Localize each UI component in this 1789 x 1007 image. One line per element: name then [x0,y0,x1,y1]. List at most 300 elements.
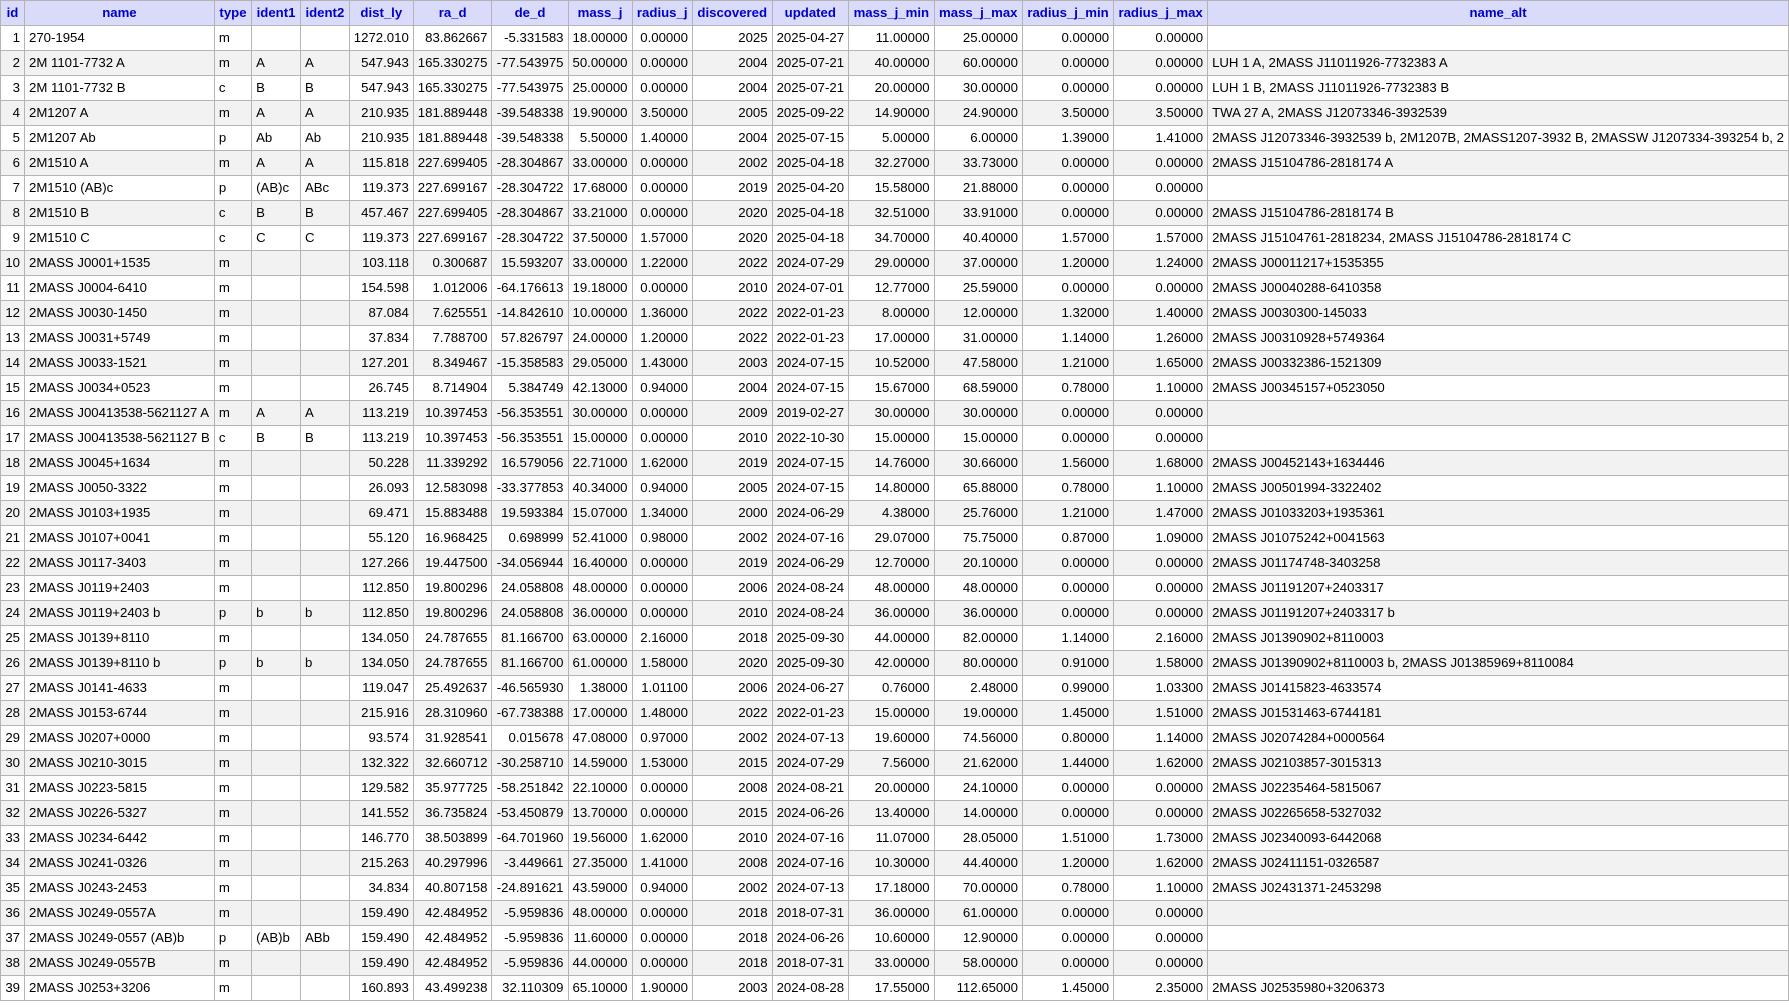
cell-type[interactable]: c [214,226,251,251]
cell-ra-d[interactable]: 227.699405 [413,201,492,226]
cell-dist-ly[interactable]: 160.893 [349,976,413,1001]
cell-radius-j-min[interactable]: 0.00000 [1022,901,1113,926]
cell-type[interactable]: p [214,926,251,951]
cell-ident2[interactable] [300,851,349,876]
cell-de-d[interactable]: -39.548338 [492,126,568,151]
cell-radius-j[interactable]: 1.58000 [632,651,692,676]
cell-dist-ly[interactable]: 119.047 [349,676,413,701]
cell-id[interactable]: 19 [1,476,25,501]
cell-ident1[interactable] [252,851,301,876]
cell-mass-j[interactable]: 19.90000 [568,101,632,126]
cell-ident1[interactable] [252,801,301,826]
cell-ident1[interactable]: b [252,601,301,626]
cell-ra-d[interactable]: 1.012006 [413,276,492,301]
cell-radius-j[interactable]: 1.36000 [632,301,692,326]
cell-name[interactable]: 2MASS J0034+0523 [24,376,214,401]
column-header-radius-j[interactable]: radius_j [632,1,692,26]
cell-ident1[interactable]: B [252,76,301,101]
table-row[interactable] [1,76,1789,101]
cell-ra-d[interactable]: 8.714904 [413,376,492,401]
cell-ident2[interactable]: B [300,426,349,451]
cell-discovered[interactable]: 2020 [692,651,772,676]
cell-radius-j-max[interactable]: 0.00000 [1114,776,1208,801]
cell-mass-j-min[interactable]: 30.00000 [849,401,935,426]
cell-mass-j[interactable]: 48.00000 [568,576,632,601]
cell-type[interactable]: m [214,526,251,551]
cell-radius-j[interactable]: 3.50000 [632,101,692,126]
column-header-de-d[interactable]: de_d [492,1,568,26]
cell-dist-ly[interactable]: 26.745 [349,376,413,401]
cell-name-alt[interactable]: 2MASS J00345157+0523050 [1208,376,1789,401]
cell-id[interactable]: 35 [1,876,25,901]
cell-ra-d[interactable]: 7.625551 [413,301,492,326]
cell-name-alt[interactable]: TWA 27 A, 2MASS J12073346-3932539 [1208,101,1789,126]
cell-mass-j[interactable]: 15.07000 [568,501,632,526]
cell-dist-ly[interactable]: 50.228 [349,451,413,476]
cell-mass-j[interactable]: 17.00000 [568,701,632,726]
cell-type[interactable]: m [214,326,251,351]
cell-mass-j-min[interactable]: 5.00000 [849,126,935,151]
cell-de-d[interactable]: 0.698999 [492,526,568,551]
cell-radius-j-min[interactable]: 0.00000 [1022,51,1113,76]
cell-name-alt[interactable] [1208,951,1789,976]
cell-type[interactable]: m [214,301,251,326]
cell-mass-j-max[interactable]: 20.10000 [934,551,1022,576]
cell-mass-j[interactable]: 22.10000 [568,776,632,801]
column-header-mass-j-min[interactable]: mass_j_min [849,1,935,26]
cell-id[interactable]: 17 [1,426,25,451]
cell-mass-j[interactable]: 43.59000 [568,876,632,901]
cell-mass-j[interactable]: 17.68000 [568,176,632,201]
cell-mass-j-min[interactable]: 32.27000 [849,151,935,176]
cell-radius-j[interactable]: 0.00000 [632,151,692,176]
cell-discovered[interactable]: 2004 [692,76,772,101]
cell-ra-d[interactable]: 35.977725 [413,776,492,801]
cell-dist-ly[interactable]: 115.818 [349,151,413,176]
cell-radius-j-min[interactable]: 0.78000 [1022,476,1113,501]
cell-mass-j-min[interactable]: 17.55000 [849,976,935,1001]
cell-discovered[interactable]: 2002 [692,726,772,751]
cell-ident1[interactable] [252,351,301,376]
cell-updated[interactable]: 2022-01-23 [772,701,848,726]
cell-dist-ly[interactable]: 210.935 [349,101,413,126]
cell-ident2[interactable] [300,626,349,651]
cell-name[interactable]: 2MASS J0207+0000 [24,726,214,751]
cell-discovered[interactable]: 2018 [692,926,772,951]
cell-ident2[interactable] [300,251,349,276]
cell-type[interactable]: c [214,426,251,451]
cell-mass-j[interactable]: 14.59000 [568,751,632,776]
cell-id[interactable]: 25 [1,626,25,651]
cell-mass-j-min[interactable]: 4.38000 [849,501,935,526]
cell-updated[interactable]: 2025-04-18 [772,226,848,251]
cell-radius-j-min[interactable]: 0.91000 [1022,651,1113,676]
cell-id[interactable]: 37 [1,926,25,951]
cell-mass-j[interactable]: 19.18000 [568,276,632,301]
column-header-ra-d[interactable]: ra_d [413,1,492,26]
cell-ra-d[interactable]: 227.699167 [413,226,492,251]
table-row[interactable] [1,701,1789,726]
cell-name-alt[interactable]: 2MASS J02265658-5327032 [1208,801,1789,826]
cell-mass-j-max[interactable]: 24.10000 [934,776,1022,801]
cell-radius-j-min[interactable]: 0.00000 [1022,426,1113,451]
table-row[interactable] [1,826,1789,851]
cell-radius-j[interactable]: 1.43000 [632,351,692,376]
cell-mass-j[interactable]: 61.00000 [568,651,632,676]
cell-discovered[interactable]: 2020 [692,226,772,251]
column-header-ident1[interactable]: ident1 [252,1,301,26]
cell-updated[interactable]: 2024-07-15 [772,351,848,376]
cell-mass-j[interactable]: 13.70000 [568,801,632,826]
table-row[interactable] [1,51,1789,76]
cell-discovered[interactable]: 2005 [692,101,772,126]
cell-mass-j[interactable]: 10.00000 [568,301,632,326]
cell-ident2[interactable] [300,26,349,51]
cell-id[interactable]: 5 [1,126,25,151]
cell-mass-j[interactable]: 16.40000 [568,551,632,576]
cell-mass-j-max[interactable]: 44.40000 [934,851,1022,876]
cell-mass-j-min[interactable]: 10.60000 [849,926,935,951]
cell-radius-j[interactable]: 0.00000 [632,576,692,601]
cell-ra-d[interactable]: 19.800296 [413,601,492,626]
cell-updated[interactable]: 2024-07-16 [772,526,848,551]
cell-id[interactable]: 23 [1,576,25,601]
cell-mass-j-max[interactable]: 48.00000 [934,576,1022,601]
cell-radius-j-max[interactable]: 1.14000 [1114,726,1208,751]
cell-id[interactable]: 15 [1,376,25,401]
cell-name[interactable]: 2MASS J0001+1535 [24,251,214,276]
table-row[interactable] [1,251,1789,276]
cell-mass-j-min[interactable]: 32.51000 [849,201,935,226]
cell-id[interactable]: 3 [1,76,25,101]
cell-ra-d[interactable]: 38.503899 [413,826,492,851]
cell-de-d[interactable]: -56.353551 [492,401,568,426]
cell-radius-j-max[interactable]: 1.10000 [1114,476,1208,501]
cell-de-d[interactable]: -28.304722 [492,176,568,201]
cell-mass-j-max[interactable]: 19.00000 [934,701,1022,726]
cell-mass-j[interactable]: 22.71000 [568,451,632,476]
cell-mass-j-max[interactable]: 30.00000 [934,76,1022,101]
cell-radius-j-min[interactable]: 0.99000 [1022,676,1113,701]
cell-updated[interactable]: 2024-07-01 [772,276,848,301]
cell-ident1[interactable] [252,251,301,276]
cell-mass-j-max[interactable]: 58.00000 [934,951,1022,976]
cell-id[interactable]: 21 [1,526,25,551]
cell-de-d[interactable]: -77.543975 [492,51,568,76]
cell-updated[interactable]: 2025-04-18 [772,201,848,226]
cell-mass-j-max[interactable]: 112.65000 [934,976,1022,1001]
cell-dist-ly[interactable]: 37.834 [349,326,413,351]
cell-radius-j-min[interactable]: 0.00000 [1022,176,1113,201]
cell-name-alt[interactable]: 2MASS J01033203+1935361 [1208,501,1789,526]
cell-radius-j[interactable]: 1.53000 [632,751,692,776]
table-row[interactable] [1,501,1789,526]
cell-id[interactable]: 29 [1,726,25,751]
cell-name[interactable]: 2MASS J0249-0557 (AB)b [24,926,214,951]
cell-mass-j[interactable]: 33.00000 [568,151,632,176]
cell-mass-j[interactable]: 50.00000 [568,51,632,76]
cell-radius-j-min[interactable]: 1.56000 [1022,451,1113,476]
cell-ident2[interactable]: b [300,651,349,676]
cell-ident2[interactable] [300,876,349,901]
cell-ident2[interactable]: B [300,201,349,226]
cell-name-alt[interactable]: 2MASS J01415823-4633574 [1208,676,1789,701]
cell-name-alt[interactable]: 2MASS J02074284+0000564 [1208,726,1789,751]
cell-discovered[interactable]: 2002 [692,151,772,176]
cell-discovered[interactable]: 2003 [692,351,772,376]
cell-discovered[interactable]: 2004 [692,51,772,76]
cell-ra-d[interactable]: 181.889448 [413,101,492,126]
cell-id[interactable]: 1 [1,26,25,51]
cell-mass-j[interactable]: 42.13000 [568,376,632,401]
cell-updated[interactable]: 2024-06-26 [772,801,848,826]
cell-de-d[interactable]: -53.450879 [492,801,568,826]
cell-name-alt[interactable]: LUH 1 B, 2MASS J11011926-7732383 B [1208,76,1789,101]
cell-ident2[interactable] [300,951,349,976]
cell-radius-j-max[interactable]: 0.00000 [1114,601,1208,626]
cell-name-alt[interactable]: 2MASS J01390902+8110003 [1208,626,1789,651]
cell-name[interactable]: 2MASS J0139+8110 b [24,651,214,676]
cell-mass-j-min[interactable]: 17.18000 [849,876,935,901]
cell-id[interactable]: 12 [1,301,25,326]
cell-mass-j-min[interactable]: 11.00000 [849,26,935,51]
cell-mass-j-max[interactable]: 75.75000 [934,526,1022,551]
cell-radius-j[interactable]: 0.00000 [632,176,692,201]
cell-de-d[interactable]: -64.176613 [492,276,568,301]
cell-type[interactable]: m [214,251,251,276]
cell-mass-j-max[interactable]: 33.73000 [934,151,1022,176]
cell-ra-d[interactable]: 40.297996 [413,851,492,876]
cell-id[interactable]: 30 [1,751,25,776]
table-row[interactable] [1,26,1789,51]
cell-type[interactable]: p [214,126,251,151]
cell-ident2[interactable] [300,301,349,326]
cell-discovered[interactable]: 2019 [692,451,772,476]
cell-dist-ly[interactable]: 547.943 [349,76,413,101]
cell-radius-j-min[interactable]: 1.21000 [1022,351,1113,376]
cell-mass-j[interactable]: 1.38000 [568,676,632,701]
cell-radius-j-max[interactable]: 0.00000 [1114,576,1208,601]
table-row[interactable] [1,401,1789,426]
cell-id[interactable]: 6 [1,151,25,176]
cell-de-d[interactable]: -58.251842 [492,776,568,801]
cell-radius-j-max[interactable]: 1.62000 [1114,851,1208,876]
cell-ra-d[interactable]: 15.883488 [413,501,492,526]
cell-ident1[interactable]: A [252,101,301,126]
cell-name-alt[interactable]: 2MASS J01531463-6744181 [1208,701,1789,726]
cell-type[interactable]: m [214,276,251,301]
cell-name[interactable]: 2MASS J0117-3403 [24,551,214,576]
cell-type[interactable]: p [214,651,251,676]
cell-id[interactable]: 9 [1,226,25,251]
cell-id[interactable]: 33 [1,826,25,851]
table-row[interactable] [1,601,1789,626]
cell-type[interactable]: m [214,951,251,976]
cell-mass-j-min[interactable]: 14.76000 [849,451,935,476]
cell-type[interactable]: m [214,451,251,476]
cell-radius-j-min[interactable]: 0.78000 [1022,376,1113,401]
cell-mass-j-min[interactable]: 36.00000 [849,601,935,626]
cell-name[interactable]: 2M1207 A [24,101,214,126]
cell-mass-j[interactable]: 25.00000 [568,76,632,101]
cell-ident1[interactable] [252,726,301,751]
cell-type[interactable]: p [214,601,251,626]
cell-name[interactable]: 2MASS J0253+3206 [24,976,214,1001]
cell-discovered[interactable]: 2010 [692,276,772,301]
cell-mass-j-max[interactable]: 47.58000 [934,351,1022,376]
cell-radius-j-max[interactable]: 1.41000 [1114,126,1208,151]
cell-type[interactable]: m [214,876,251,901]
cell-mass-j-min[interactable]: 29.00000 [849,251,935,276]
cell-ra-d[interactable]: 16.968425 [413,526,492,551]
cell-dist-ly[interactable]: 93.574 [349,726,413,751]
table-row[interactable] [1,876,1789,901]
cell-de-d[interactable]: 15.593207 [492,251,568,276]
cell-radius-j-min[interactable]: 1.21000 [1022,501,1113,526]
cell-radius-j[interactable]: 0.97000 [632,726,692,751]
cell-name-alt[interactable]: 2MASS J02431371-2453298 [1208,876,1789,901]
column-header-discovered[interactable]: discovered [692,1,772,26]
table-row[interactable] [1,801,1789,826]
cell-type[interactable]: m [214,776,251,801]
cell-type[interactable]: m [214,751,251,776]
cell-ident1[interactable] [252,551,301,576]
cell-mass-j[interactable]: 33.21000 [568,201,632,226]
cell-ident1[interactable] [252,751,301,776]
cell-ra-d[interactable]: 24.787655 [413,626,492,651]
cell-mass-j-min[interactable]: 15.67000 [849,376,935,401]
cell-dist-ly[interactable]: 134.050 [349,626,413,651]
cell-ident1[interactable] [252,26,301,51]
cell-id[interactable]: 38 [1,951,25,976]
cell-ident2[interactable]: A [300,401,349,426]
cell-ra-d[interactable]: 32.660712 [413,751,492,776]
cell-mass-j-min[interactable]: 14.80000 [849,476,935,501]
cell-mass-j-min[interactable]: 7.56000 [849,751,935,776]
cell-ra-d[interactable]: 165.330275 [413,51,492,76]
cell-name-alt[interactable]: 2MASS J02535980+3206373 [1208,976,1789,1001]
cell-radius-j-max[interactable]: 1.10000 [1114,376,1208,401]
cell-radius-j-min[interactable]: 1.45000 [1022,976,1113,1001]
cell-mass-j-max[interactable]: 61.00000 [934,901,1022,926]
cell-updated[interactable]: 2024-08-28 [772,976,848,1001]
cell-ra-d[interactable]: 31.928541 [413,726,492,751]
cell-dist-ly[interactable]: 34.834 [349,876,413,901]
cell-radius-j[interactable]: 0.00000 [632,401,692,426]
cell-ident2[interactable] [300,451,349,476]
cell-updated[interactable]: 2024-06-29 [772,501,848,526]
cell-dist-ly[interactable]: 134.050 [349,651,413,676]
cell-ra-d[interactable]: 227.699405 [413,151,492,176]
cell-mass-j[interactable]: 29.05000 [568,351,632,376]
cell-radius-j-max[interactable]: 1.68000 [1114,451,1208,476]
cell-radius-j-max[interactable]: 0.00000 [1114,176,1208,201]
cell-radius-j-min[interactable]: 0.87000 [1022,526,1113,551]
cell-ra-d[interactable]: 227.699167 [413,176,492,201]
cell-radius-j-min[interactable]: 0.00000 [1022,401,1113,426]
cell-de-d[interactable]: -46.565930 [492,676,568,701]
cell-de-d[interactable]: 81.166700 [492,626,568,651]
cell-mass-j[interactable]: 5.50000 [568,126,632,151]
table-row[interactable] [1,901,1789,926]
cell-mass-j-max[interactable]: 80.00000 [934,651,1022,676]
cell-radius-j[interactable]: 0.00000 [632,951,692,976]
cell-type[interactable]: m [214,501,251,526]
cell-ra-d[interactable]: 42.484952 [413,951,492,976]
cell-radius-j[interactable]: 0.00000 [632,926,692,951]
cell-updated[interactable]: 2024-08-21 [772,776,848,801]
cell-name[interactable]: 2M1510 A [24,151,214,176]
table-row[interactable] [1,726,1789,751]
cell-id[interactable]: 24 [1,601,25,626]
cell-updated[interactable]: 2024-06-27 [772,676,848,701]
cell-ident1[interactable] [252,501,301,526]
cell-discovered[interactable]: 2022 [692,251,772,276]
cell-updated[interactable]: 2025-07-15 [772,126,848,151]
cell-ra-d[interactable]: 42.484952 [413,926,492,951]
cell-updated[interactable]: 2022-01-23 [772,301,848,326]
cell-mass-j-min[interactable]: 48.00000 [849,576,935,601]
cell-id[interactable]: 34 [1,851,25,876]
cell-type[interactable]: m [214,476,251,501]
cell-ident2[interactable] [300,676,349,701]
cell-updated[interactable]: 2024-07-13 [772,726,848,751]
cell-mass-j-max[interactable]: 36.00000 [934,601,1022,626]
cell-ident1[interactable] [252,826,301,851]
cell-dist-ly[interactable]: 159.490 [349,951,413,976]
cell-mass-j-min[interactable]: 44.00000 [849,626,935,651]
table-row[interactable] [1,526,1789,551]
cell-mass-j-min[interactable]: 34.70000 [849,226,935,251]
cell-mass-j-min[interactable]: 17.00000 [849,326,935,351]
cell-dist-ly[interactable]: 112.850 [349,576,413,601]
cell-type[interactable]: m [214,826,251,851]
cell-de-d[interactable]: 24.058808 [492,576,568,601]
cell-dist-ly[interactable]: 119.373 [349,226,413,251]
cell-de-d[interactable]: 24.058808 [492,601,568,626]
cell-radius-j[interactable]: 1.57000 [632,226,692,251]
cell-ident1[interactable]: B [252,201,301,226]
cell-discovered[interactable]: 2002 [692,526,772,551]
cell-updated[interactable]: 2024-08-24 [772,576,848,601]
cell-updated[interactable]: 2025-09-30 [772,651,848,676]
cell-mass-j-max[interactable]: 25.00000 [934,26,1022,51]
cell-mass-j[interactable]: 33.00000 [568,251,632,276]
cell-discovered[interactable]: 2019 [692,176,772,201]
cell-type[interactable]: m [214,676,251,701]
cell-ra-d[interactable]: 0.300687 [413,251,492,276]
table-row[interactable] [1,351,1789,376]
cell-radius-j-min[interactable]: 0.78000 [1022,876,1113,901]
column-header-id[interactable]: id [1,1,25,26]
cell-mass-j-min[interactable]: 12.70000 [849,551,935,576]
table-row[interactable] [1,376,1789,401]
table-row[interactable] [1,126,1789,151]
cell-radius-j[interactable]: 0.98000 [632,526,692,551]
cell-radius-j[interactable]: 0.00000 [632,426,692,451]
cell-radius-j[interactable]: 0.00000 [632,51,692,76]
column-header-mass-j[interactable]: mass_j [568,1,632,26]
cell-discovered[interactable]: 2009 [692,401,772,426]
column-header-updated[interactable]: updated [772,1,848,26]
cell-updated[interactable]: 2025-04-27 [772,26,848,51]
cell-radius-j-max[interactable]: 0.00000 [1114,801,1208,826]
cell-id[interactable]: 31 [1,776,25,801]
cell-radius-j[interactable]: 0.00000 [632,601,692,626]
cell-mass-j-min[interactable]: 15.00000 [849,426,935,451]
cell-id[interactable]: 27 [1,676,25,701]
cell-dist-ly[interactable]: 210.935 [349,126,413,151]
